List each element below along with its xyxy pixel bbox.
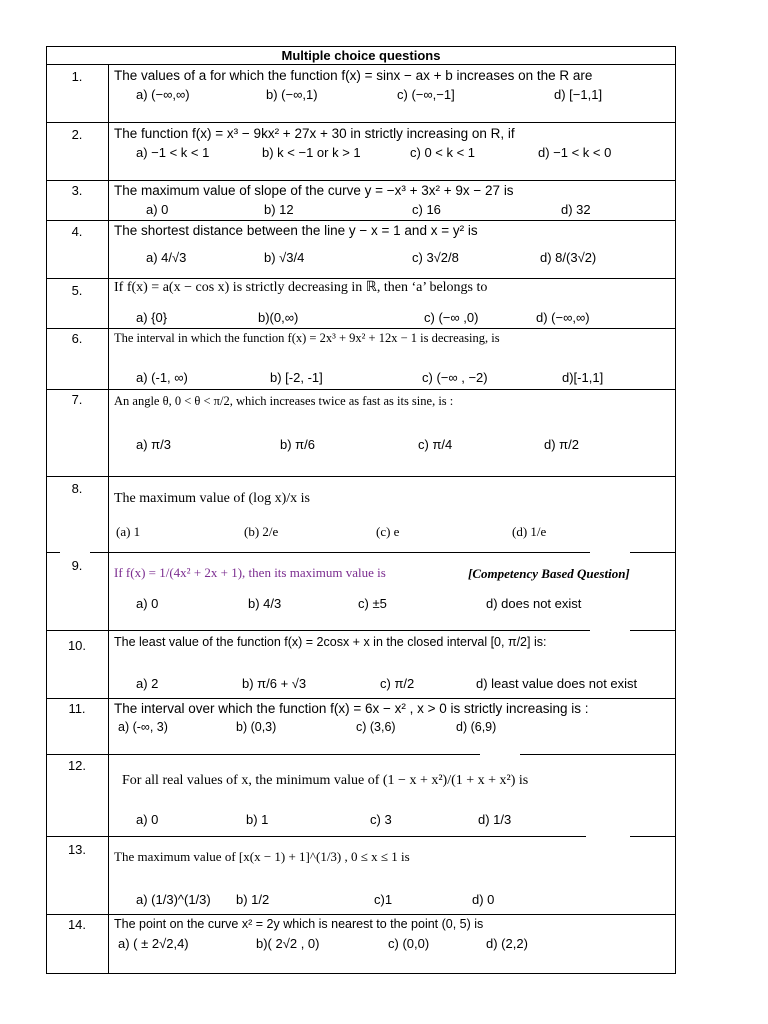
option-d: d) −1 < k < 0 [538, 145, 612, 160]
competency-tag: [Competency Based Question] [468, 566, 630, 581]
question-text: The least value of the function f(x) = 2cosx + x in the closed interval [0, π/2] is: [114, 635, 547, 649]
question-text: The maximum value of [x(x − 1) + 1]^(1/3) , 0 ≤ x ≤ 1 is [114, 849, 410, 864]
option-d: d) 0 [472, 892, 495, 907]
option-a: a) (−∞,∞) [136, 87, 190, 102]
option-b: (b) 2/e [244, 524, 279, 539]
option-c: c) 3√2/8 [412, 250, 459, 265]
option-d: d) least value does not exist [476, 676, 638, 691]
option-d: d) 8/(3√2) [540, 250, 597, 265]
option-c: c) (3,6) [356, 720, 396, 734]
question-text: For all real values of x, the minimum value of (1 − x + x²)/(1 + x + x²) is [122, 773, 529, 788]
option-b: b) 4/3 [248, 596, 282, 611]
question-row-6 [46, 328, 676, 389]
option-a: a) −1 < k < 1 [136, 145, 210, 160]
option-d: d) (−∞,∞) [536, 310, 590, 325]
option-a: a) π/3 [136, 437, 171, 452]
option-a: (a) 1 [116, 524, 141, 539]
question-text: The point on the curve x² = 2y which is nearest to the point (0, 5) is [114, 917, 484, 931]
option-b: b) 12 [264, 202, 294, 217]
question-row-12 [46, 754, 676, 836]
option-b: b) π/6 + √3 [242, 676, 307, 691]
question-row-14 [46, 914, 676, 974]
question-row-9 [46, 552, 676, 630]
question-text: The values of a for which the function f(x) = sinx − ax + b increases on the R are [114, 68, 593, 83]
question-row-3 [46, 180, 676, 220]
option-c: c) (−∞,−1] [397, 87, 455, 102]
question-number: 11. [68, 701, 86, 716]
option-b: b) [-2, -1] [270, 370, 323, 385]
question-number: 5. [71, 283, 83, 298]
question-text: The maximum value of slope of the curve y = −x³ + 3x² + 9x − 27 is [114, 183, 514, 198]
option-d: (d) 1/e [512, 524, 547, 539]
option-c: c) ±5 [358, 596, 387, 611]
question-text: The interval over which the function f(x) = 6x − x² , x > 0 is strictly increasing is : [114, 701, 589, 716]
option-c: (c) e [376, 524, 400, 539]
question-row-11 [46, 698, 676, 754]
option-b: b) (−∞,1) [266, 87, 318, 102]
option-d: d) π/2 [544, 437, 579, 452]
option-c: c) (−∞ ,0) [424, 310, 479, 325]
option-c: c) π/2 [380, 676, 415, 691]
question-number: 9. [71, 558, 83, 573]
question-row-2 [46, 122, 676, 180]
option-a: a) (-∞, 3) [118, 720, 168, 734]
question-text: The maximum value of (log x)/x is [114, 491, 310, 506]
question-text: If f(x) = a(x − cos x) is strictly decreasing in ℝ, then ‘a’ belongs to [114, 280, 488, 295]
question-number: 2. [71, 127, 83, 142]
option-a: a) (-1, ∞) [136, 370, 188, 385]
option-a: a) {0} [136, 310, 168, 325]
option-d: d) [−1,1] [554, 87, 603, 102]
question-number: 10. [67, 638, 87, 653]
option-c: c) (0,0) [388, 936, 430, 951]
question-row-8 [46, 476, 676, 552]
question-number: 14. [67, 917, 87, 932]
option-d: d) does not exist [486, 596, 582, 611]
option-a: a) 2 [136, 676, 159, 691]
question-text: The function f(x) = x³ − 9kx² + 27x + 30 in strictly increasing on R, if [114, 126, 515, 141]
option-b: b) 1/2 [236, 892, 270, 907]
option-a: a) 0 [146, 202, 169, 217]
question-number: 1. [71, 69, 83, 84]
question-number: 4. [71, 224, 83, 239]
question-row-1 [46, 64, 676, 122]
option-a: a) (1/3)^(1/3) [136, 892, 211, 907]
question-row-10 [46, 630, 676, 698]
option-b: b) (0,3) [236, 720, 277, 734]
question-row-4 [46, 220, 676, 278]
option-b: b) π/6 [280, 437, 315, 452]
question-text: The shortest distance between the line y − x = 1 and x = y² is [114, 223, 478, 238]
option-d: d) 32 [561, 202, 591, 217]
option-b: b) √3/4 [264, 250, 305, 265]
option-b: b)(0,∞) [258, 310, 299, 325]
option-a: a) 0 [136, 596, 159, 611]
option-d: d) 1/3 [478, 812, 512, 827]
question-number: 7. [71, 392, 83, 407]
option-c: c) 16 [412, 202, 441, 217]
question-row-5 [46, 278, 676, 328]
option-c: c) π/4 [418, 437, 453, 452]
option-a: a) 0 [136, 812, 159, 827]
option-c: c) 3 [370, 812, 392, 827]
option-d: d)[-1,1] [562, 370, 604, 385]
question-number: 8. [71, 481, 83, 496]
option-b: b) k < −1 or k > 1 [262, 145, 361, 160]
question-text: If f(x) = 1/(4x² + 2x + 1), then its maximum value is [114, 565, 386, 580]
question-number: 13. [67, 842, 87, 857]
option-a: a) 4/√3 [146, 250, 187, 265]
question-text: The interval in which the function f(x) = 2x³ + 9x² + 12x − 1 is decreasing, is [114, 331, 500, 345]
option-d: d) (2,2) [486, 936, 528, 951]
question-row-13 [46, 836, 676, 914]
option-c: c) (−∞ , −2) [422, 370, 488, 385]
question-number: 3. [71, 183, 83, 198]
question-text: An angle θ, 0 < θ < π/2, which increases twice as fast as its sine, is : [114, 394, 454, 408]
option-d: d) (6,9) [456, 720, 497, 734]
option-c: c) 0 < k < 1 [410, 145, 476, 160]
option-a: a) ( ± 2√2,4) [118, 936, 189, 951]
question-number: 12. [67, 758, 87, 773]
option-c: c)1 [374, 892, 393, 907]
question-row-7 [46, 389, 676, 476]
option-b: b)( 2√2 , 0) [256, 936, 320, 951]
table-title: Multiple choice questions [281, 48, 441, 63]
option-b: b) 1 [246, 812, 269, 827]
question-number: 6. [71, 331, 83, 346]
